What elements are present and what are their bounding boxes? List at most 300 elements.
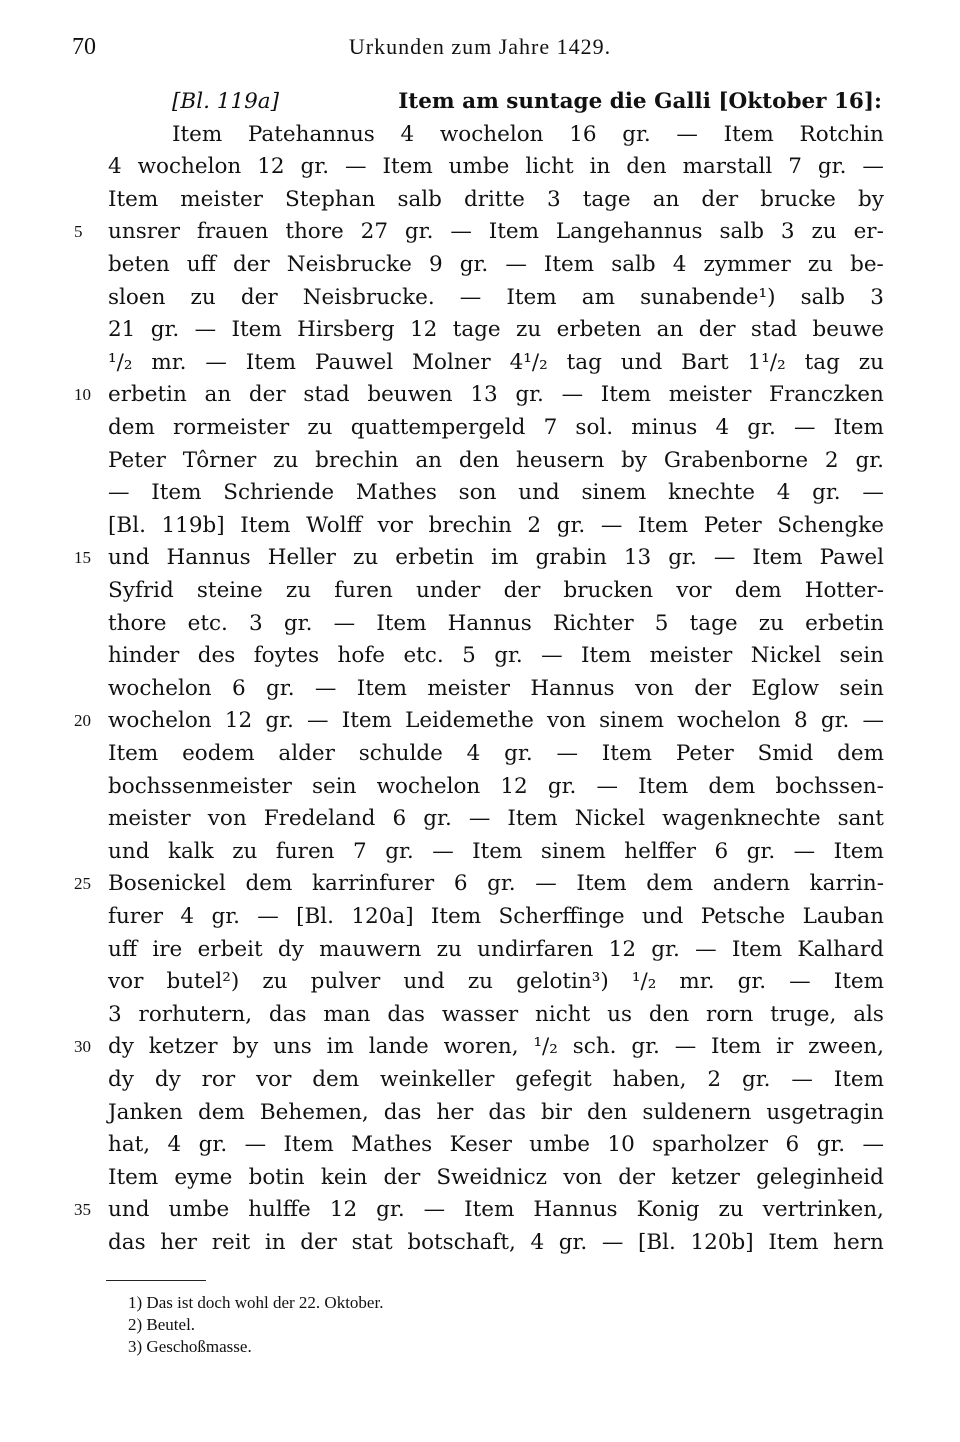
word: 4¹/₂ <box>509 349 548 375</box>
word: zu <box>262 969 288 995</box>
word: den <box>587 1099 628 1125</box>
word: 6 <box>392 806 407 832</box>
word: im <box>491 545 519 571</box>
text-line <box>108 249 884 281</box>
word: 2 <box>707 1067 722 1092</box>
word: Bosenickel <box>108 871 226 897</box>
word: zu <box>807 252 833 277</box>
word: Item <box>376 610 427 636</box>
footnote-mark: 3) <box>128 1337 143 1356</box>
word: ¹/₂ <box>108 349 133 375</box>
word: — <box>600 512 623 538</box>
word: Franczken <box>769 382 884 408</box>
word: — <box>505 252 527 277</box>
word: Item <box>506 284 557 310</box>
word: Neisbrucke. <box>302 284 435 310</box>
footnote-rule <box>106 1280 206 1281</box>
word: an <box>204 382 232 408</box>
word: gr. <box>198 1132 228 1158</box>
text-line <box>172 119 884 151</box>
word: — <box>674 1034 697 1060</box>
word: zu <box>307 415 333 440</box>
word: Bart <box>681 349 729 375</box>
word: 120b] <box>690 1230 754 1255</box>
word: — <box>556 741 578 766</box>
word: gr. <box>385 838 414 864</box>
word: erbetin <box>108 382 187 408</box>
word: brechin <box>315 447 399 473</box>
word: der <box>383 1164 421 1190</box>
word: zu <box>353 545 379 571</box>
word: Item <box>464 1197 515 1223</box>
word: gr. <box>266 675 295 701</box>
word: Item <box>472 838 523 864</box>
word: Item <box>833 415 884 440</box>
text-line <box>108 738 884 770</box>
footnote-1 <box>128 1292 828 1314</box>
word: gr. <box>820 708 850 734</box>
word: be- <box>850 252 884 277</box>
word: ror <box>201 1067 236 1092</box>
word: Hirsberg <box>297 317 395 343</box>
word: gr. <box>855 447 884 473</box>
line-number: 20 <box>74 711 91 731</box>
word: — <box>793 838 816 864</box>
word: bir <box>541 1099 572 1125</box>
word: hofe <box>337 643 386 669</box>
word: — <box>862 708 884 734</box>
word: das <box>268 1001 307 1027</box>
word: sch. <box>572 1034 617 1060</box>
word: meister <box>668 382 752 408</box>
word: zu <box>811 219 837 245</box>
word: gr. <box>737 969 767 995</box>
word: butel²) <box>166 969 240 995</box>
text-line <box>108 510 884 542</box>
running-title: Urkunden zum Jahre 1429. <box>348 34 612 59</box>
word: her <box>436 1099 474 1125</box>
word: 5 <box>462 643 476 669</box>
word: etc. <box>187 610 228 636</box>
word: der <box>248 382 286 408</box>
word: wochelon <box>137 154 242 180</box>
word: von <box>563 1164 603 1190</box>
word: 6 <box>232 675 246 701</box>
word: — <box>789 969 811 995</box>
text-line <box>108 379 884 411</box>
word: uff <box>108 936 138 962</box>
word: woren, <box>443 1034 519 1060</box>
word: Item <box>731 936 783 962</box>
word: zu <box>467 969 494 995</box>
word: Lauban <box>802 904 884 929</box>
word: Wolff <box>306 512 362 538</box>
word: als <box>853 1001 884 1027</box>
word: furen <box>334 578 393 603</box>
word: sinem <box>540 838 606 864</box>
word: Hotter- <box>804 578 884 603</box>
word: hat, <box>108 1132 151 1158</box>
word: kalk <box>167 838 214 864</box>
word: der <box>698 317 736 343</box>
word: 6 <box>785 1132 800 1158</box>
word: gr. <box>746 838 776 864</box>
word: zu <box>718 1197 744 1223</box>
word: gr. <box>487 871 516 897</box>
word: beuwe <box>812 317 884 343</box>
word: des <box>197 643 236 669</box>
word: andern <box>712 871 790 897</box>
word: 7 <box>543 415 558 440</box>
word: gr. <box>494 643 523 669</box>
word: zu <box>273 447 299 473</box>
word: zu <box>190 284 216 310</box>
text-line <box>108 771 884 803</box>
word: Eglow <box>751 675 820 701</box>
word: — <box>244 1132 267 1158</box>
text-line <box>108 705 884 737</box>
word: der <box>300 1230 337 1255</box>
word: das <box>488 1099 526 1125</box>
word: under <box>416 578 481 603</box>
word: — <box>307 708 329 734</box>
word: eyme <box>174 1164 233 1190</box>
word: [Bl. <box>637 1230 676 1255</box>
word: Schengke <box>777 512 884 538</box>
word: an <box>656 317 684 343</box>
word: wagenknechte <box>662 806 821 832</box>
word: brechin <box>428 512 512 538</box>
text-line <box>108 901 884 933</box>
word: — <box>791 1067 813 1092</box>
word: ire <box>152 936 183 962</box>
word: dem <box>734 578 782 603</box>
word: und <box>108 545 150 571</box>
word: Heller <box>267 545 336 571</box>
word: in <box>589 154 611 180</box>
word: thore <box>108 610 167 636</box>
word: dem <box>245 871 293 897</box>
word: — <box>314 675 337 701</box>
word: dem <box>108 415 155 440</box>
word: der <box>701 186 739 212</box>
word: gr. <box>816 1132 846 1158</box>
line-number: 10 <box>74 385 91 405</box>
word: 6 <box>714 838 729 864</box>
word: umbe <box>448 154 510 180</box>
text-line <box>108 868 884 900</box>
word: Konig <box>636 1197 700 1223</box>
text-line <box>108 184 884 216</box>
footnote-3 <box>128 1336 828 1358</box>
word: mr. <box>679 969 715 995</box>
word: knechte <box>668 480 755 506</box>
word: das <box>108 1230 146 1255</box>
word: zu <box>758 610 784 636</box>
text-line <box>108 1162 884 1194</box>
footnote-text: Geschoßmasse. <box>146 1337 252 1356</box>
footnotes <box>128 1292 828 1358</box>
word: Item <box>833 969 884 995</box>
text-line <box>108 1031 884 1063</box>
word: 12 <box>224 708 253 734</box>
word: 12 <box>329 1197 358 1223</box>
word: brucke <box>760 186 836 212</box>
text-line <box>108 445 884 477</box>
word: ¹/₂ <box>631 969 657 995</box>
word: von <box>634 675 674 701</box>
word: wochelon <box>677 708 781 734</box>
word: 4 <box>530 1230 545 1255</box>
word: suldenern <box>642 1099 752 1125</box>
word: heusern <box>516 447 605 473</box>
text-line <box>108 1097 884 1129</box>
heading-text: Item am suntage die Galli [Oktober 16]: <box>398 89 882 114</box>
word: gr. <box>404 219 434 245</box>
word: tag <box>804 349 840 375</box>
word: alder <box>278 741 335 766</box>
word: marstall <box>682 154 773 180</box>
word: Hannus <box>533 1197 618 1223</box>
word: dem <box>312 1067 360 1092</box>
word: Item <box>833 1067 884 1092</box>
word: dy <box>108 1034 134 1060</box>
word: Item <box>172 121 223 147</box>
word: 10 <box>607 1132 635 1158</box>
word: wochelon <box>108 675 212 701</box>
word: Peter <box>108 447 166 473</box>
word: erbetin <box>395 545 475 571</box>
word: 13 <box>470 382 498 408</box>
word: Schriende <box>223 480 335 506</box>
word: Leidemethe <box>405 708 534 734</box>
word: 3 <box>870 284 884 310</box>
word: helffer <box>624 838 696 864</box>
word: Item <box>638 773 689 799</box>
word: kein <box>320 1164 368 1190</box>
word: gr. <box>283 610 313 636</box>
word: sinem <box>581 480 647 506</box>
word: dritte <box>463 186 525 212</box>
word: steine <box>196 578 263 603</box>
word: 4 <box>672 252 687 277</box>
word: truge, <box>770 1001 837 1027</box>
word: Item <box>283 1132 334 1158</box>
word: — <box>257 904 279 929</box>
line-number: 35 <box>74 1200 91 1220</box>
word: 3 <box>108 1001 122 1027</box>
word: bochssenmeister <box>108 773 292 799</box>
word: usgetragin <box>766 1099 884 1125</box>
text-line <box>108 314 884 346</box>
word: stad <box>303 382 350 408</box>
word: der <box>503 578 541 603</box>
word: an <box>652 186 680 212</box>
word: gr. <box>622 121 651 147</box>
word: sparholzer <box>652 1132 769 1158</box>
word: uff <box>186 252 216 277</box>
word: der <box>618 1164 656 1190</box>
word: Item <box>576 871 627 897</box>
word: den <box>648 1001 690 1027</box>
text-line <box>108 1064 884 1096</box>
word: quattempergeld <box>350 415 526 440</box>
word: Peter <box>703 512 762 538</box>
word: undirfaren <box>477 936 594 962</box>
word: unsrer <box>108 219 181 245</box>
word: 4 <box>167 1132 182 1158</box>
word: — <box>601 1230 624 1255</box>
word: Pawel <box>819 545 884 571</box>
word: gr. <box>300 154 330 180</box>
word: 8 <box>793 708 808 734</box>
text-line <box>108 282 884 314</box>
text-line <box>108 412 884 444</box>
word: Item <box>637 512 689 538</box>
page-number: 70 <box>72 34 96 60</box>
word: mauwern <box>319 936 422 962</box>
word: — <box>862 154 884 180</box>
word: by <box>621 447 648 473</box>
text-line <box>108 608 884 640</box>
word: den <box>458 447 500 473</box>
word: gr. <box>747 415 776 440</box>
word: Item <box>723 121 774 147</box>
text-line <box>108 1194 884 1226</box>
word: Item <box>382 154 433 180</box>
word: umbe <box>529 1132 590 1158</box>
word: 7 <box>353 838 367 864</box>
word: gr. <box>741 1067 771 1092</box>
word: vor <box>256 1067 292 1092</box>
word: Item <box>833 838 884 864</box>
text-line <box>108 575 884 607</box>
word: rorn <box>706 1001 754 1027</box>
word: 2 <box>824 447 839 473</box>
word: und <box>620 349 663 375</box>
text-line <box>108 477 884 509</box>
word: sant <box>837 806 884 832</box>
word: 12 <box>608 936 637 962</box>
word: 120a] <box>351 904 414 929</box>
word: — <box>423 1197 446 1223</box>
word: 12 <box>257 154 285 180</box>
word: Hannus <box>530 675 615 701</box>
line-number: 30 <box>74 1037 91 1057</box>
word: Langehannus <box>555 219 703 245</box>
word: tage <box>452 317 501 343</box>
word: 16 <box>569 121 597 147</box>
word: 6 <box>453 871 468 897</box>
text-line <box>108 836 884 868</box>
word: Item <box>151 480 202 506</box>
word: der <box>694 675 731 701</box>
word: Item <box>768 1230 819 1255</box>
text-line <box>108 803 884 835</box>
word: salb <box>611 252 656 277</box>
word: eodem <box>182 741 255 766</box>
word: us <box>607 1001 632 1027</box>
word: gr. <box>150 317 180 343</box>
word: Smid <box>757 741 814 766</box>
word: tage <box>582 186 631 212</box>
word: weinkeller <box>380 1067 495 1092</box>
word: Item <box>600 382 651 408</box>
word: Syfrid <box>108 578 174 603</box>
word: meister <box>108 806 191 832</box>
word: furen <box>275 838 335 864</box>
word: ketzer <box>148 1034 218 1060</box>
word: reit <box>211 1230 251 1255</box>
word: [Bl. <box>108 512 146 538</box>
word: gr. <box>631 1034 660 1060</box>
word: meister <box>180 186 263 212</box>
word: lande <box>368 1034 429 1060</box>
word: botin <box>248 1164 305 1190</box>
word: frauen <box>196 219 269 245</box>
text-line <box>108 347 884 379</box>
word: karrinfurer <box>312 871 435 897</box>
word: pulver <box>310 969 381 995</box>
word: — <box>596 773 618 799</box>
word: son <box>458 480 497 506</box>
word: ketzer <box>671 1164 740 1190</box>
word: 3 <box>249 610 263 636</box>
word: — <box>468 806 491 832</box>
word: — <box>333 610 356 636</box>
word: Tôrner <box>182 447 257 473</box>
word: — <box>432 838 454 864</box>
word: zu <box>858 349 884 375</box>
word: — <box>713 545 736 571</box>
word: salb <box>719 219 764 245</box>
word: vor <box>377 512 413 538</box>
word: by <box>232 1034 259 1060</box>
word: gr. <box>812 480 841 506</box>
word: Scherffinge <box>498 904 625 929</box>
word: nicht <box>534 1001 591 1027</box>
word: — <box>450 219 472 245</box>
word: — <box>561 382 584 408</box>
word: geleginheid <box>756 1164 884 1190</box>
word: stad <box>750 317 798 343</box>
word: Item <box>231 317 282 343</box>
word: Rotchin <box>799 121 884 147</box>
word: Item <box>581 643 632 669</box>
word: — <box>695 936 717 962</box>
word: gelotin³) <box>516 969 609 995</box>
word: zween, <box>808 1034 884 1060</box>
word: — <box>541 643 563 669</box>
word: den <box>626 154 667 180</box>
word: — <box>194 317 217 343</box>
word: 7 <box>788 154 802 180</box>
word: Item <box>752 545 803 571</box>
word: — <box>862 480 884 506</box>
word: gr. <box>211 904 240 929</box>
word: Item <box>601 741 653 766</box>
word: 3 <box>546 186 561 212</box>
word: sol. <box>575 415 614 440</box>
word: Peter <box>675 741 734 766</box>
word: — <box>862 1132 884 1158</box>
word: an <box>415 447 443 473</box>
word: Item <box>430 904 482 929</box>
word: 4 <box>715 415 730 440</box>
word: Nickel <box>750 643 822 669</box>
word: Keser <box>449 1132 512 1158</box>
word: 4 <box>180 904 195 929</box>
